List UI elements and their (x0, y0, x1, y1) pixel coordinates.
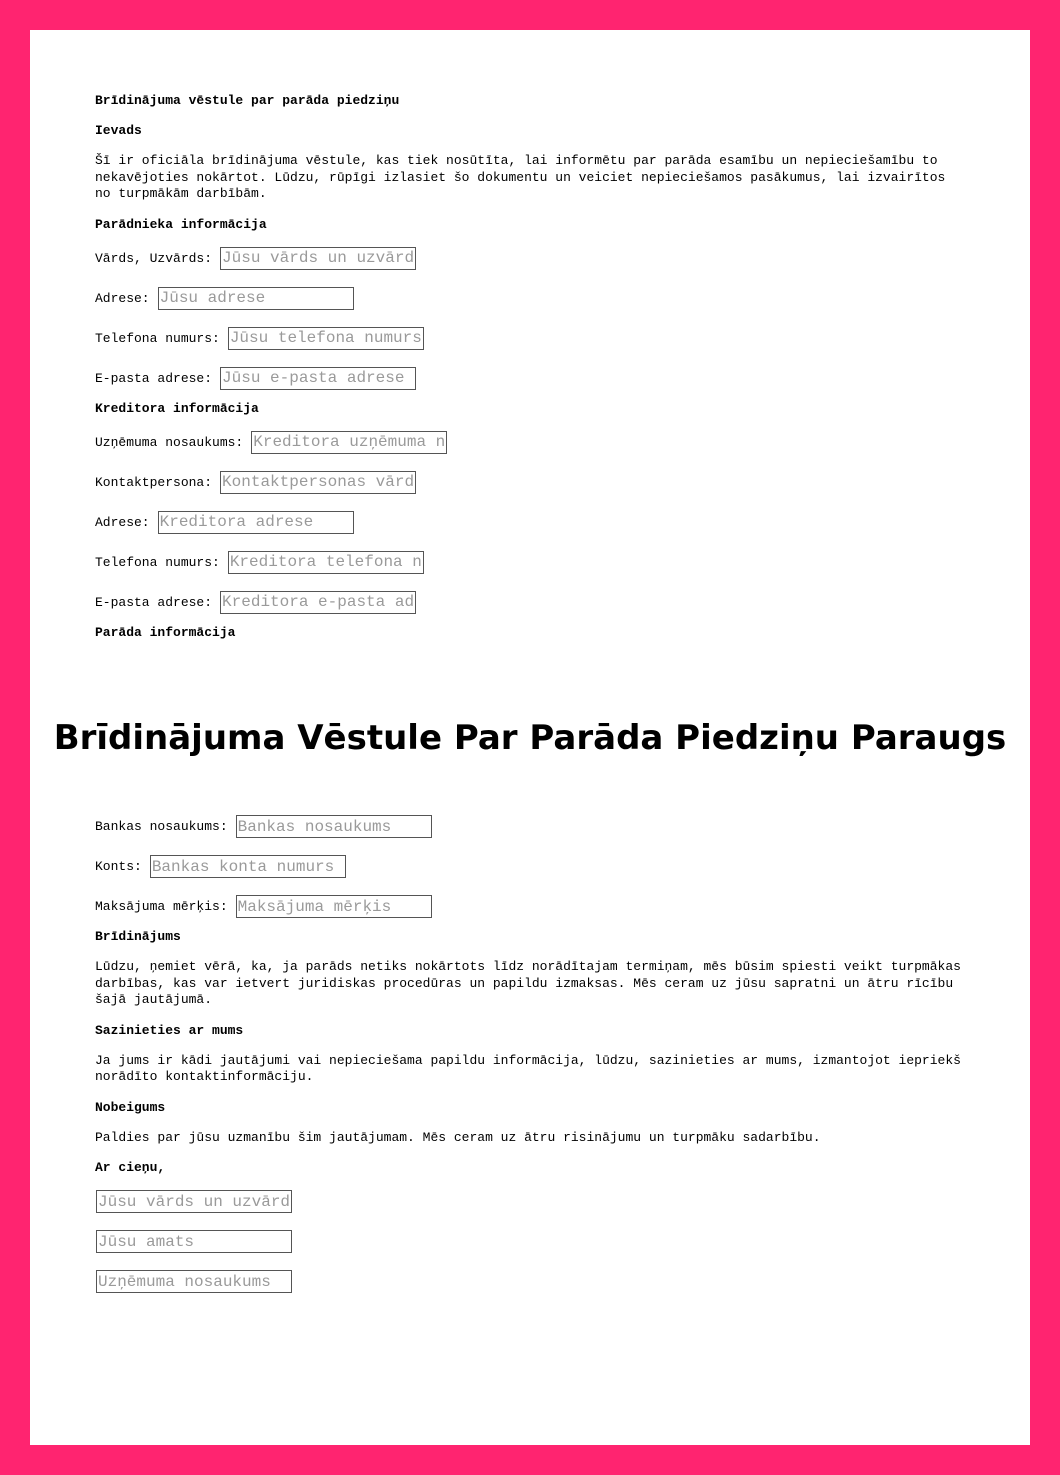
debtor-address-input[interactable] (158, 287, 354, 310)
document-top-section (95, 93, 965, 655)
debtor-email-row (95, 367, 965, 390)
warning-text: Lūdzu, ņemiet vērā, ka, ja parāds netiks nokārtots līdz norādītajam termiņam, mēs būsim spiesti veikt turpmākas darbības, kas var ietvert juridiskas procedūras un papildu izmaksas. Mēs ceram uz jūsu sapratni un ātru rīcību šajā jautājumā. (95, 959, 961, 1007)
creditor-company-input[interactable] (251, 431, 447, 454)
debtor-phone-label: Telefona numurs: (95, 330, 220, 346)
creditor-company-label: Uzņēmuma nosaukums: (95, 434, 244, 450)
account-input[interactable] (150, 855, 346, 878)
bank-name-input[interactable] (236, 815, 432, 838)
bank-name-row (95, 815, 965, 838)
document-bottom-section (95, 815, 965, 1310)
signature-company-row (95, 1270, 965, 1293)
bank-name-label: Bankas nosaukums: (95, 819, 228, 834)
closing-text: Paldies par jūsu uzmanību šim jautājumam. Mēs ceram uz ātru risinājumu un turpmāku sadarbību. (95, 1129, 821, 1145)
creditor-contact-label: Kontaktpersona: (95, 474, 213, 490)
creditor-address-input[interactable] (158, 511, 354, 534)
debt-heading: Parāda informācija (95, 624, 236, 640)
regards-text: Ar cieņu, (95, 1160, 166, 1175)
creditor-phone-label: Telefona numurs: (95, 554, 220, 570)
creditor-contact-row (95, 471, 965, 494)
debtor-address-row (95, 287, 965, 310)
signature-company-input[interactable] (96, 1270, 292, 1293)
banner-title: Brīdinājuma Vēstule Par Parāda Piedziņu Paraugs (53, 717, 1007, 758)
debtor-heading: Parādnieka informācija (95, 216, 267, 232)
document-page (30, 30, 1030, 1445)
debtor-email-input[interactable] (220, 367, 416, 390)
debtor-name-input[interactable] (220, 247, 416, 270)
signature-name-row (95, 1190, 965, 1213)
creditor-email-input[interactable] (220, 591, 416, 614)
debtor-name-row (95, 247, 965, 270)
closing-heading: Nobeigums (95, 1099, 166, 1115)
creditor-email-label: E-pasta adrese: (95, 594, 213, 610)
creditor-heading: Kreditora informācija (95, 400, 259, 416)
signature-name-input[interactable] (96, 1190, 292, 1213)
payment-purpose-label: Maksājuma mērķis: (95, 899, 228, 914)
signature-position-input[interactable] (96, 1230, 292, 1253)
creditor-company-row (95, 431, 965, 454)
debtor-email-label: E-pasta adrese: (95, 370, 213, 386)
intro-text: Šī ir oficiāla brīdinājuma vēstule, kas tiek nosūtīta, lai informētu par parāda esamību un nepieciešamību to nekavējoties nokārtot. Lūdzu, rūpīgi izlasiet šo dokumentu un veiciet nepieciešamos pasākumus, lai izvairītos no turpmākām darbībām. (95, 153, 946, 201)
debtor-name-label: Vārds, Uzvārds: (95, 250, 213, 266)
creditor-contact-input[interactable] (220, 471, 416, 494)
warning-heading: Brīdinājums (95, 929, 181, 944)
debtor-phone-row (95, 327, 965, 350)
payment-purpose-row (95, 895, 965, 918)
creditor-email-row (95, 591, 965, 614)
title-banner (30, 660, 1030, 815)
creditor-phone-row (95, 551, 965, 574)
payment-purpose-input[interactable] (236, 895, 432, 918)
account-label: Konts: (95, 859, 142, 874)
account-row (95, 855, 965, 878)
document-title: Brīdinājuma vēstule par parāda piedziņu (95, 93, 400, 108)
contact-text: Ja jums ir kādi jautājumi vai nepieciešama papildu informācija, lūdzu, sazinieties ar mums, izmantojot iepriekš norādīto kontaktinformāciju. (95, 1052, 961, 1084)
debtor-phone-input[interactable] (228, 327, 424, 350)
creditor-address-row (95, 511, 965, 534)
debtor-address-label: Adrese: (95, 290, 150, 306)
creditor-address-label: Adrese: (95, 514, 150, 530)
intro-heading: Ievads (95, 123, 142, 138)
contact-heading: Sazinieties ar mums (95, 1022, 244, 1038)
signature-position-row (95, 1230, 965, 1253)
creditor-phone-input[interactable] (228, 551, 424, 574)
